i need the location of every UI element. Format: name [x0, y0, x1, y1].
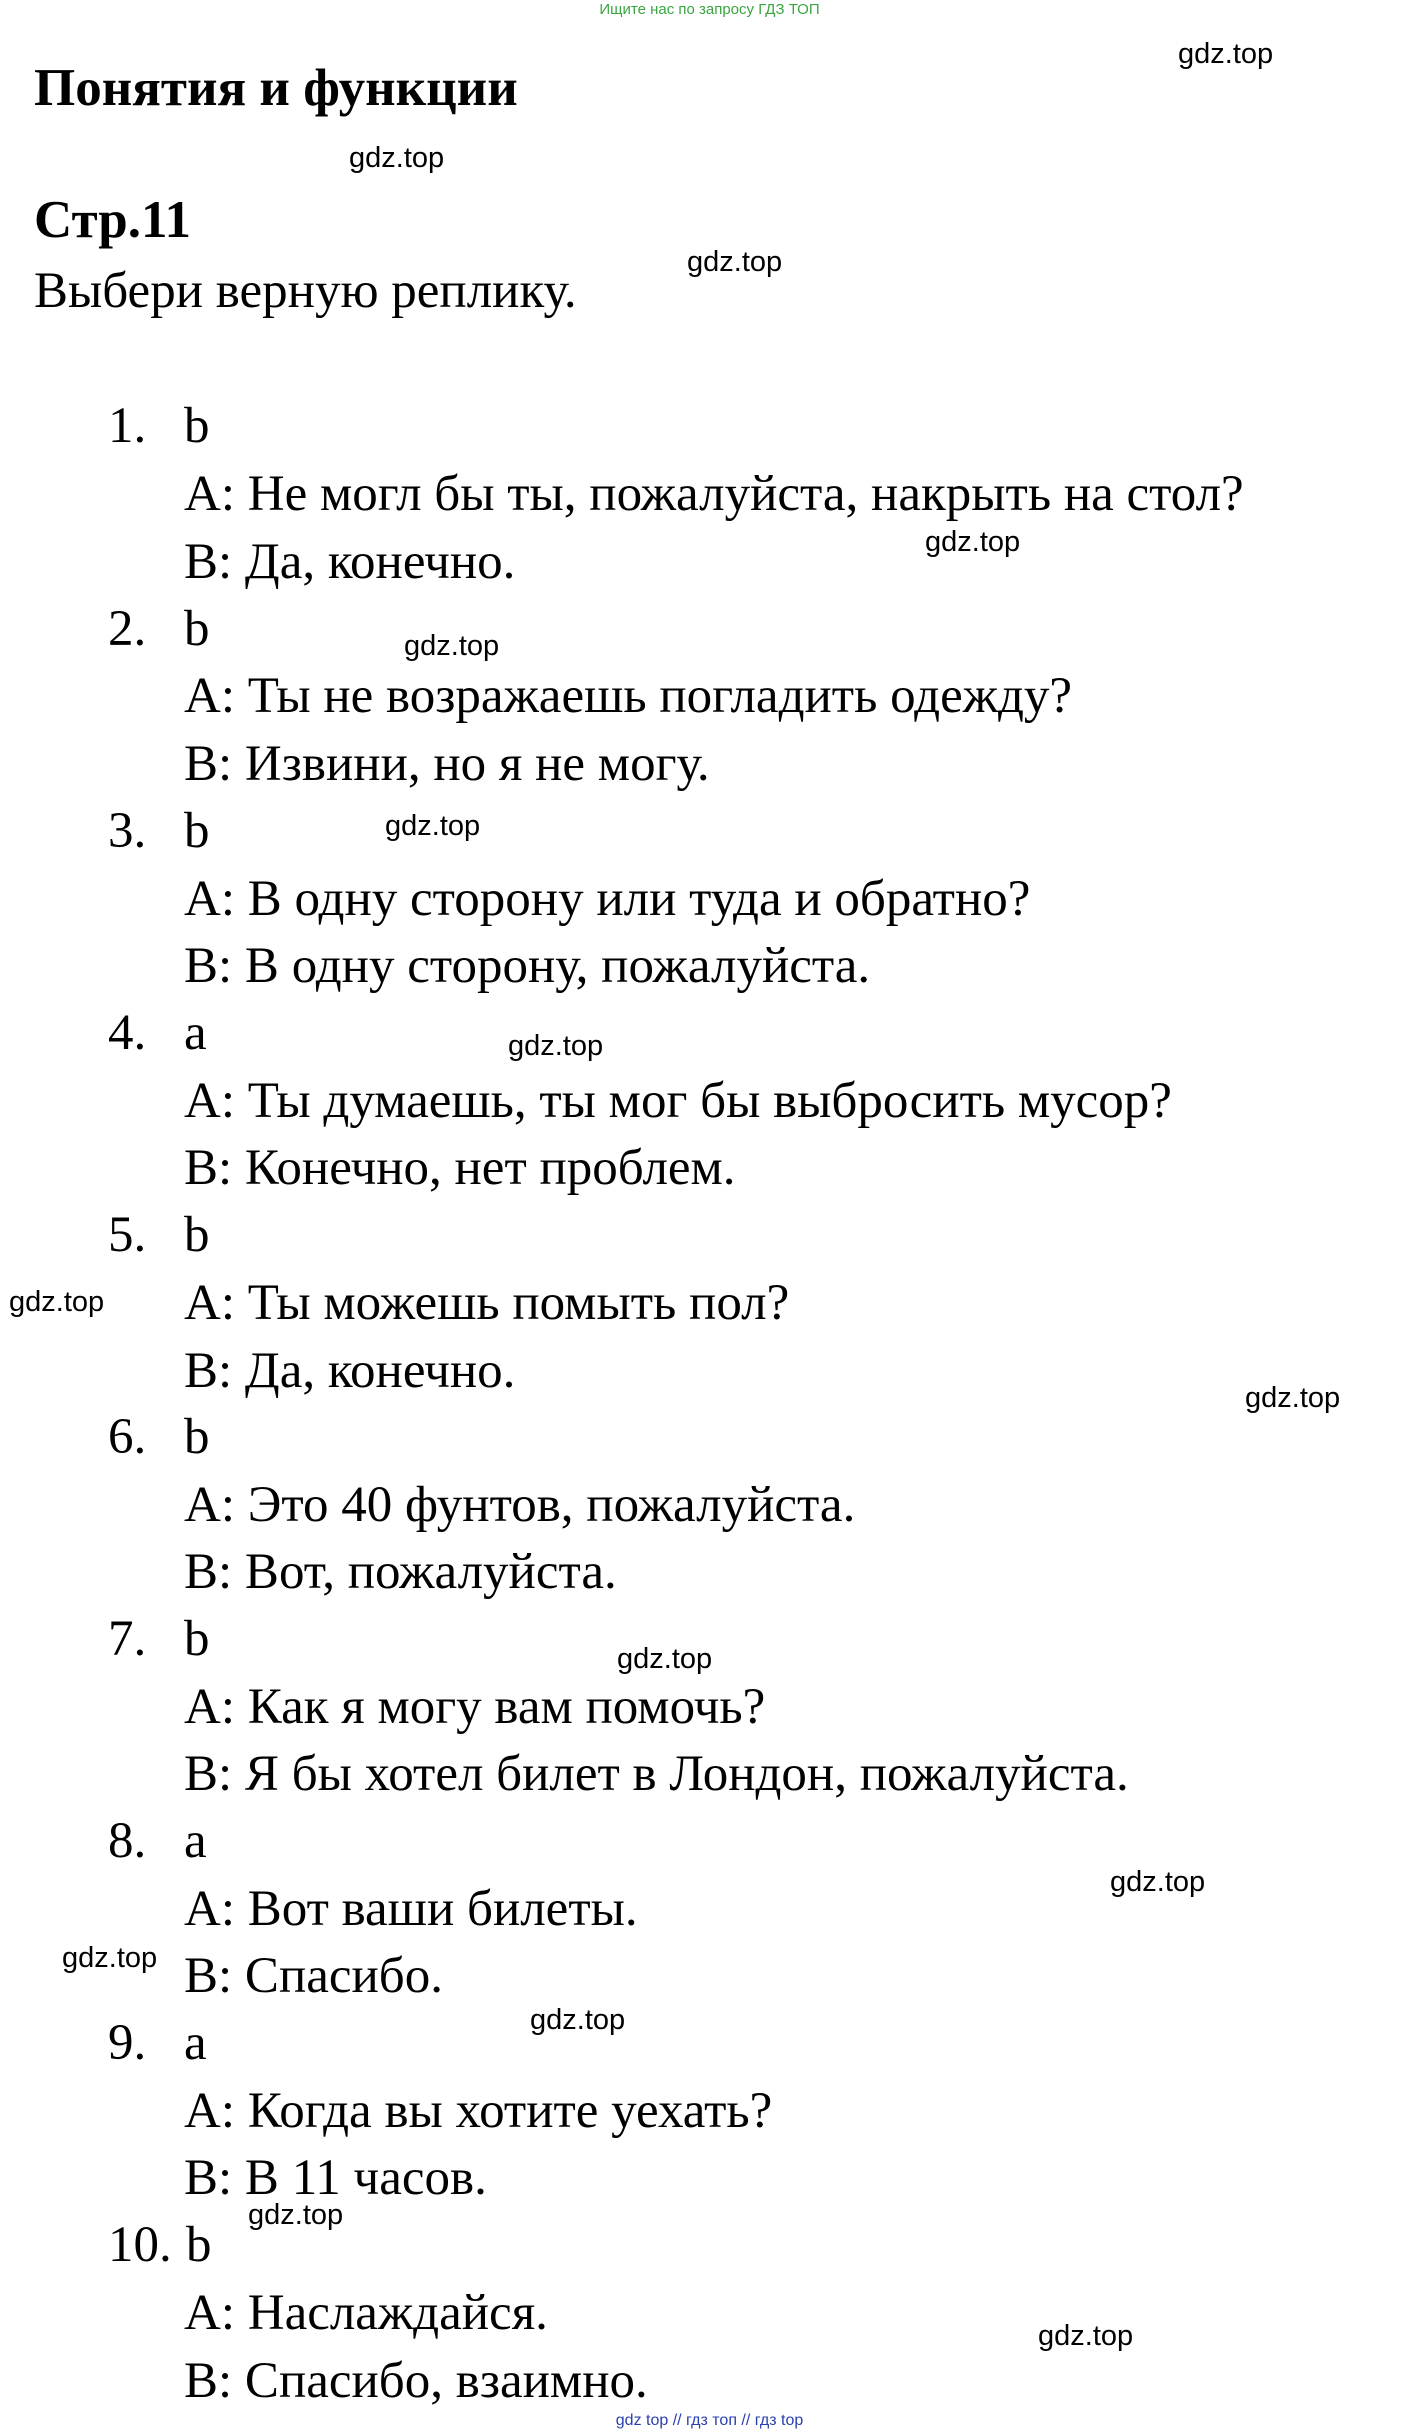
top-notice: Ищите нас по запросу ГДЗ ТОП: [599, 1, 820, 18]
item-number: 6.: [108, 1409, 147, 1465]
item-number: 4.: [108, 1005, 147, 1061]
dialogue-line-a: A: Не могл бы ты, пожалуйста, накрыть на стол?: [184, 466, 1244, 522]
dialogue-line-a: A: Ты не возражаешь погладить одежду?: [184, 668, 1073, 724]
item-answer: b: [184, 1207, 210, 1263]
watermark: gdz.top: [1038, 2320, 1134, 2352]
item-number: 10.: [108, 2217, 172, 2273]
dialogue-line-a: A: Ты думаешь, ты мог бы выбросить мусор?: [184, 1073, 1172, 1129]
watermark: gdz.top: [1110, 1866, 1206, 1898]
item-answer: b: [184, 1611, 210, 1667]
dialogue-line-a: A: Наслаждайся.: [184, 2285, 548, 2341]
watermark: gdz.top: [1245, 1382, 1341, 1414]
dialogue-line-a: A: Как я могу вам помочь?: [184, 1679, 766, 1735]
page-title: Понятия и функции: [34, 59, 518, 117]
item-answer: b: [184, 803, 210, 859]
watermark: gdz.top: [62, 1942, 158, 1974]
watermark: gdz.top: [385, 810, 481, 842]
item-number: 8.: [108, 1813, 147, 1869]
item-answer: b: [184, 1409, 210, 1465]
item-number: 7.: [108, 1611, 147, 1667]
dialogue-line-b: B: Конечно, нет проблем.: [184, 1140, 736, 1196]
item-answer: b: [184, 601, 210, 657]
dialogue-line-a: A: Это 40 фунтов, пожалуйста.: [184, 1477, 856, 1533]
dialogue-line-a: A: Когда вы хотите уехать?: [184, 2083, 773, 2139]
watermark: gdz.top: [508, 1030, 604, 1062]
item-answer: a: [184, 1813, 207, 1869]
dialogue-line-b: B: Да, конечно.: [184, 534, 516, 590]
watermark: gdz.top: [9, 1286, 105, 1318]
watermark: gdz.top: [617, 1643, 713, 1675]
dialogue-line-b: B: Я бы хотел билет в Лондон, пожалуйста.: [184, 1746, 1129, 1802]
dialogue-line-b: B: Спасибо.: [184, 1948, 444, 2004]
instruction-text: Выбери верную реплику.: [34, 263, 577, 319]
dialogue-line-b: B: Вот, пожалуйста.: [184, 1544, 617, 1600]
dialogue-line-a: A: Вот ваши билеты.: [184, 1881, 638, 1937]
watermark: gdz.top: [530, 2004, 626, 2036]
dialogue-line-b: B: Извини, но я не могу.: [184, 736, 710, 792]
dialogue-line-b: B: Да, конечно.: [184, 1343, 516, 1399]
watermark: gdz.top: [687, 246, 783, 278]
item-number: 1.: [108, 398, 147, 454]
dialogue-line-b: B: В 11 часов.: [184, 2150, 487, 2206]
dialogue-line-b: B: В одну сторону, пожалуйста.: [184, 938, 871, 994]
watermark: gdz.top: [1178, 38, 1274, 70]
item-answer: b: [184, 398, 210, 454]
dialogue-line-b: B: Спасибо, взаимно.: [184, 2353, 648, 2409]
watermark: gdz.top: [925, 526, 1021, 558]
item-answer: a: [184, 1005, 207, 1061]
watermark: gdz.top: [248, 2199, 344, 2231]
item-number: 3.: [108, 803, 147, 859]
item-number: 5.: [108, 1207, 147, 1263]
dialogue-line-a: A: Ты можешь помыть пол?: [184, 1275, 790, 1331]
dialogue-line-a: A: В одну сторону или туда и обратно?: [184, 871, 1031, 927]
item-number: 9.: [108, 2015, 147, 2071]
footer-watermark: gdz top // гдз топ // гдз top: [615, 2412, 804, 2429]
watermark: gdz.top: [349, 142, 445, 174]
item-answer: b: [186, 2217, 212, 2273]
watermark: gdz.top: [404, 630, 500, 662]
item-answer: a: [184, 2015, 207, 2071]
page-number-label: Стр.11: [34, 191, 192, 249]
item-number: 2.: [108, 601, 147, 657]
